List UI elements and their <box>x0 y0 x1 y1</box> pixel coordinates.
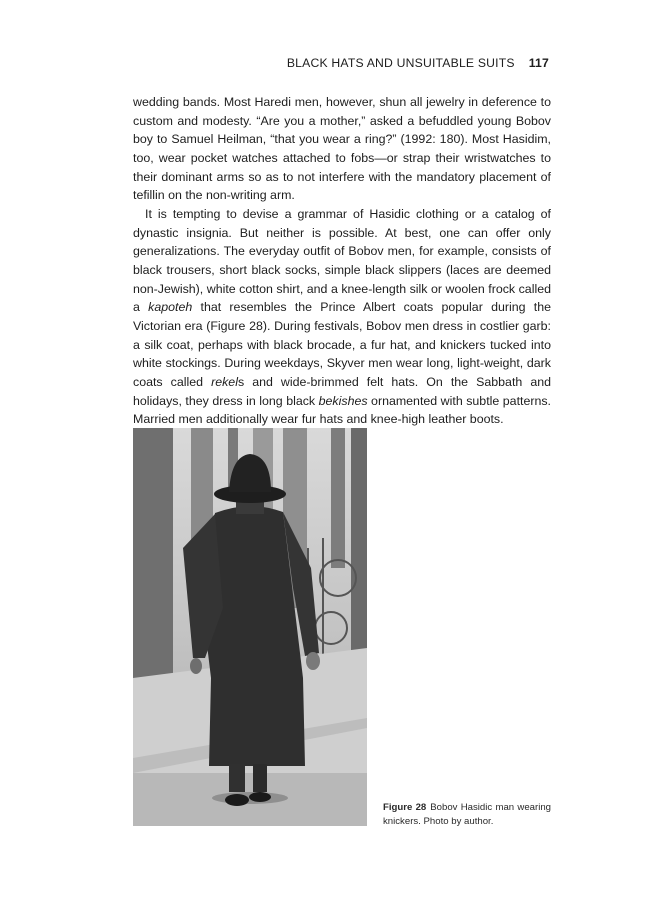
running-head <box>287 56 549 70</box>
paragraph-2-text: It is tempting to devise a grammar of Hasidic clothing or a catalog of dynastic insignia. But neither is possible. At best, one can offer only generalizations. The everyday outfit of Bobov men, for example, consists of black trousers, short black socks, simple black slippers (laces are deemed non-Jewish), white cotton shirt, and a knee-length silk or woolen frock called a <box>133 206 551 315</box>
italic-term-kapoteh: kapoteh <box>148 300 193 315</box>
body-text <box>133 93 551 429</box>
figure-photo <box>133 428 367 826</box>
running-title: BLACK HATS AND UNSUITABLE SUITS <box>286 56 515 70</box>
photo-illustration <box>133 428 367 826</box>
paragraph-2 <box>133 205 551 429</box>
italic-term-bekishes: bekishes <box>318 393 368 408</box>
paragraph-1: wedding bands. Most Haredi men, however, shun all jewelry in deference to custom and modesty. “Are you a mother,” asked a befuddled young Bobov boy to Samuel Heilman, “that you wear a ring?” (1992: 180). Most Hasidim, too, wear pocket watches attached to fobs—or strap their wristwatches to their dominant arms so as to not interfere with the mandatory placement of tefillin on the non-writing arm. <box>133 95 551 203</box>
paragraph-2-text: that resembles the Prince Albert coats popular during the Victorian era (Figure 28). During festivals, Bobov men dress in costlier garb: a silk coat, perhaps with black brocade, a fur hat, and knickers tucked into white stockings. During weekdays, Skyver men wear long, light-weight, dark coats called <box>133 300 552 389</box>
figure-label: Figure 28 <box>383 802 427 813</box>
paragraph-2-text: ornamented with subtle patterns. Married men additionally wear fur hats and knee-high leather boots. <box>133 393 551 427</box>
page-number: 117 <box>528 56 549 70</box>
paragraph-2-text: s and wide-brimmed felt hats. On the Sabbath and holidays, they dress in long black <box>133 374 551 408</box>
italic-term-rekel: rekel <box>211 374 238 389</box>
figure-caption-text: Bobov Hasidic man wearing knickers. Photo by author. <box>383 802 551 827</box>
figure-caption <box>383 801 551 829</box>
